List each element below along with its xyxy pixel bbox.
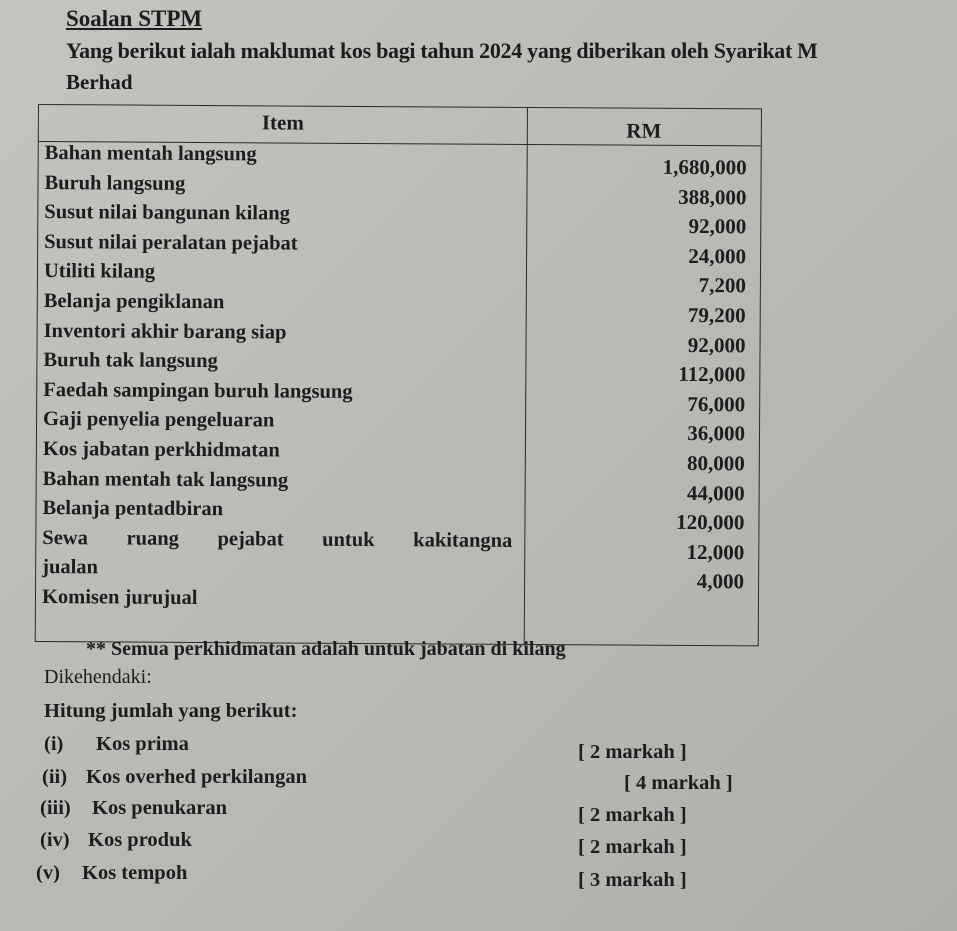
question-text: Kos tempoh	[82, 862, 188, 884]
question-marks: [ 4 markah ]	[624, 772, 733, 794]
header-item: Item	[261, 110, 304, 135]
table-cell-rm: 7,200	[698, 273, 746, 298]
table-cell-item: Bahan mentah tak langsung	[42, 467, 289, 492]
table-cell-item: Buruh langsung	[44, 171, 186, 195]
cost-table	[35, 104, 762, 646]
table-cell-rm: 388,000	[678, 184, 747, 209]
question-number: (i)	[44, 733, 64, 755]
instruction-text: Hitung jumlah yang berikut:	[44, 700, 298, 722]
table-cell-item-continued: jualan	[42, 556, 99, 579]
header-rm: RM	[626, 118, 662, 143]
table-cell-item: Buruh tak langsung	[43, 349, 218, 373]
table-cell-item: Susut nilai peralatan pejabat	[44, 230, 298, 255]
question-number: (iv)	[40, 829, 70, 851]
question-text: Kos prima	[96, 733, 189, 755]
table-cell-item: Susut nilai bangunan kilang	[44, 201, 290, 225]
table-cell-rm: 36,000	[687, 421, 746, 446]
table-cell-item: Utiliti kilang	[43, 260, 156, 284]
required-label: Dikehendaki:	[44, 666, 152, 688]
table-cell-rm: 76,000	[687, 391, 746, 417]
table-cell-rm: 79,200	[687, 302, 746, 328]
table-cell-item: Komisen jurujual	[41, 585, 198, 609]
table-cell-rm: 4,000	[696, 569, 745, 594]
table-cell-item: Bahan mentah langsung	[44, 142, 257, 166]
question-number: (iii)	[40, 797, 71, 819]
item-column	[42, 139, 525, 615]
intro-text-continued: Berhad	[66, 70, 133, 94]
table-cell-rm: 112,000	[678, 362, 746, 387]
table-cell-rm: 1,680,000	[662, 154, 747, 180]
question-number: (ii)	[42, 766, 68, 788]
table-cell-rm: 12,000	[686, 539, 745, 565]
question-marks: [ 2 markah ]	[578, 836, 687, 858]
table-cell-rm: 80,000	[686, 450, 745, 476]
question-text: Kos overhed perkilangan	[86, 766, 307, 788]
intro-text: Yang berikut ialah maklumat kos bagi tahun 2024 yang diberikan oleh Syarikat M	[66, 38, 818, 63]
question-marks: [ 2 markah ]	[578, 741, 687, 763]
table-cell-rm: 92,000	[687, 332, 746, 357]
table-cell-item: Faedah sampingan buruh langsung	[43, 378, 353, 403]
table-note: ** Semua perkhidmatan adalah untuk jabatan di kilang	[86, 638, 566, 660]
table-cell-item: Inventori akhir barang siap	[43, 319, 287, 344]
table-cell-item: Belanja pengiklanan	[43, 290, 225, 314]
table-cell-rm: 24,000	[688, 243, 747, 269]
table-cell-rm: 92,000	[688, 214, 747, 239]
table-cell-rm: 44,000	[686, 480, 745, 505]
table-cell-item: Gaji penyelia pengeluaran	[43, 408, 275, 432]
table-cell-item: Kos jabatan perkhidmatan	[42, 437, 280, 462]
question-marks: [ 3 markah ]	[578, 869, 687, 891]
table-cell-rm: 120,000	[676, 510, 745, 535]
document-title: Soalan STPM	[66, 6, 203, 31]
table-cell-item: Belanja pentadbiran	[42, 497, 224, 521]
question-text: Kos penukaran	[92, 797, 228, 819]
question-text: Kos produk	[88, 829, 192, 851]
table-cell-item: Sewa ruang pejabat untuk kakitangna	[42, 526, 513, 552]
question-marks: [ 2 markah ]	[578, 804, 687, 826]
rm-column	[524, 152, 747, 597]
question-number: (v)	[36, 862, 60, 884]
